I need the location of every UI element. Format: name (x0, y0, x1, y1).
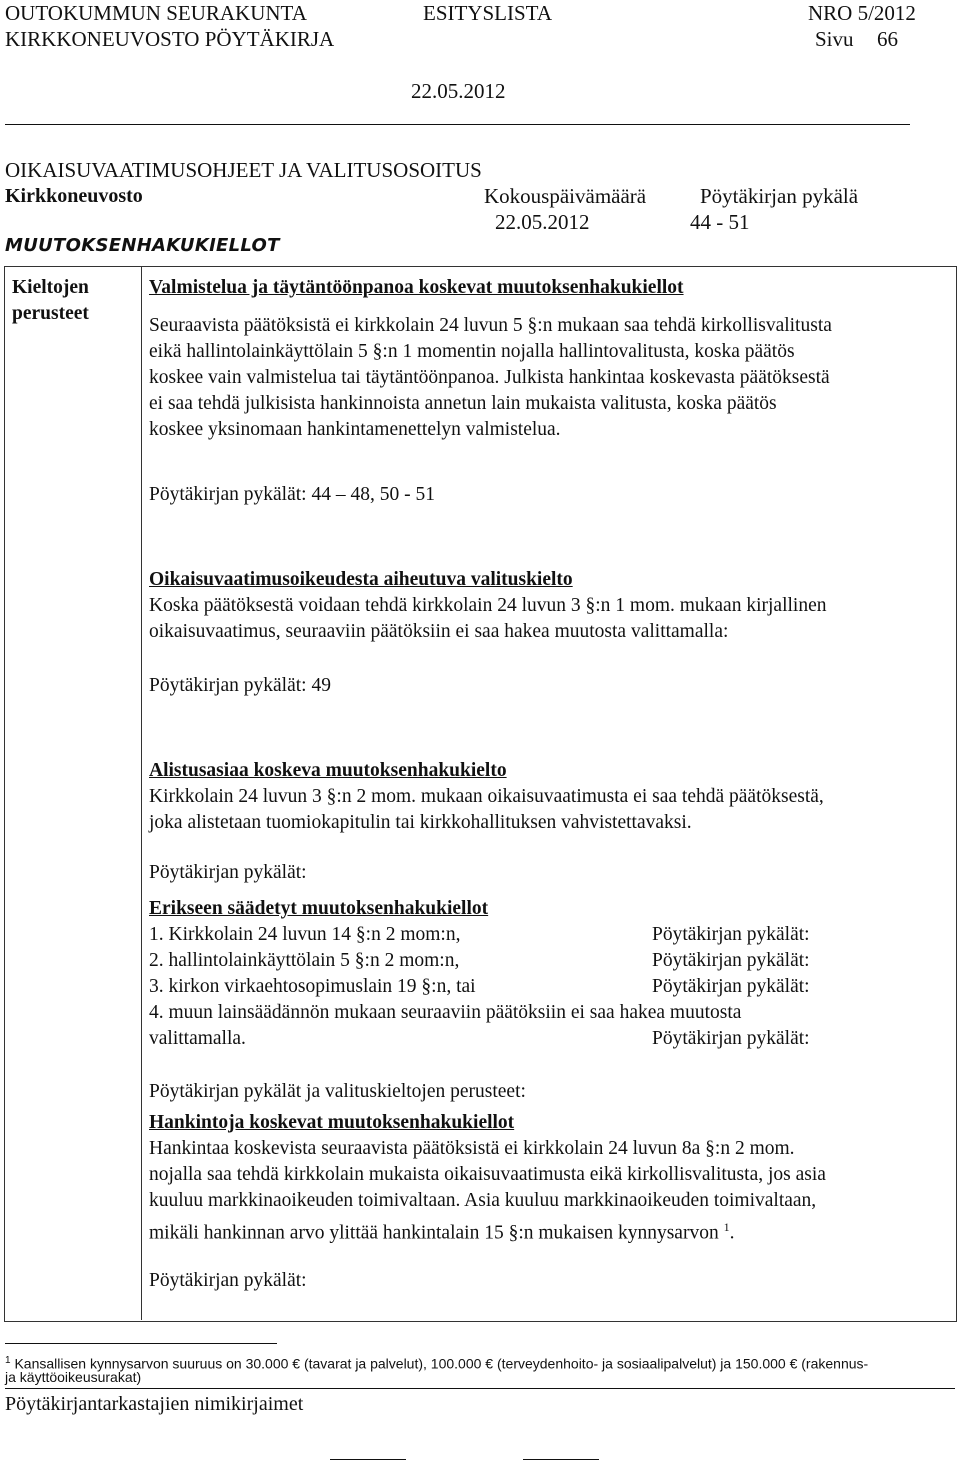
section-1-sections: Pöytäkirjan pykälät: 44 – 48, 50 - 51 (149, 484, 435, 505)
section-4-item-sections: Pöytäkirjan pykälät: (652, 1028, 810, 1049)
footnote-line-2: ja käyttöoikeusurakat) (5, 1369, 142, 1385)
section-4-grounds: Pöytäkirjan pykälät ja valituskieltojen perusteet: (149, 1081, 526, 1102)
footnote-rule (5, 1343, 277, 1344)
section-range: 44 - 51 (690, 210, 750, 234)
signature-line-2 (523, 1459, 599, 1460)
left-label-1: Kieltojen (12, 277, 89, 298)
section-1-line: eikä hallintolainkäyttölain 5 §:n 1 momentin nojalla hallintovalitusta, koska päätös (149, 341, 795, 362)
section-5-sections: Pöytäkirjan pykälät: (149, 1270, 307, 1291)
doc-number: NRO 5/2012 (808, 1, 916, 25)
section-3-line: Kirkkolain 24 luvun 3 §:n 2 mom. mukaan oikaisuvaatimusta ei saa tehdä päätöksestä, (149, 786, 824, 807)
section-2-line: oikaisuvaatimus, seuraaviin päätöksiin ei saa hakea muutosta valittamalla: (149, 621, 729, 642)
footnote-text: Kansallisen kynnysarvon suuruus on 30.000 € (tavarat ja palvelut), 100.000 € (terveydenhoito- ja sosiaalipalvelut) ja 150.000 € (rakennus- (14, 1355, 869, 1372)
section-4-item-sections: Pöytäkirjan pykälät: (652, 924, 810, 945)
section-2-line: Koska päätöksestä voidaan tehdä kirkkolain 24 luvun 3 §:n 1 mom. mukaan kirjallinen (149, 595, 827, 616)
section-4-title: Erikseen säädetyt muutoksenhakukiellot (149, 898, 489, 919)
section-4-item: 3. kirkon virkaehtosopimuslain 19 §:n, tai (149, 976, 476, 997)
section-3-title: Alistusasiaa koskeva muutoksenhakukielto (149, 760, 507, 781)
section-4-item-sections: Pöytäkirjan pykälät: (652, 950, 810, 971)
section-2-sections: Pöytäkirjan pykälät: 49 (149, 675, 331, 696)
section-3-sections: Pöytäkirjan pykälät: (149, 862, 307, 883)
section-1-line: ei saa tehdä julkisista hankinnoista annetun lain mukaista valitusta, koska päätös (149, 393, 777, 414)
section-5-last-text: mikäli hankinnan arvo ylittää hankintalain 15 §:n mukaisen kynnysarvon (149, 1222, 719, 1244)
restrictions-title: MUUTOKSENHAKUKIELLOT (5, 235, 280, 256)
signatures-label: Pöytäkirjantarkastajien nimikirjaimet (5, 1393, 304, 1415)
header-rule (5, 124, 910, 125)
footer-rule (5, 1388, 955, 1389)
section-1-line: Seuraavista päätöksistä ei kirkkolain 24 luvun 5 §:n mukaan saa tehdä kirkollisvalitusta (149, 315, 832, 336)
footnote-ref: 1 (723, 1220, 730, 1234)
section-2-title: Oikaisuvaatimusoikeudesta aiheutuva valituskielto (149, 569, 573, 590)
section-3-line: joka alistetaan tuomiokapitulin tai kirkkohallituksen vahvistettavaksi. (149, 812, 692, 833)
section-4-item: 4. muun lainsäädännön mukaan seuraaviin päätöksiin ei saa hakea muutosta (149, 1002, 742, 1023)
footnote-marker: 1 (5, 1355, 11, 1366)
section-5-line: nojalla saa tehdä kirkkolain mukaista oikaisuvaatimusta eikä kirkollisvalitusta, jos asia (149, 1164, 826, 1185)
doc-type: ESITYSLISTA (423, 1, 552, 25)
org-name: OUTOKUMMUN SEURAKUNTA (5, 1, 307, 25)
section-5-line: kuuluu markkinaoikeuden toimivaltaan. Asia kuuluu markkinaoikeuden toimivaltaan, (149, 1190, 817, 1211)
section-1-line: koskee yksinomaan hankintamenettelyn valmistelua. (149, 419, 561, 440)
appeal-title: OIKAISUVAATIMUSOHJEET JA VALITUSOSOITUS (5, 158, 482, 182)
column-divider (141, 266, 142, 1320)
section-4-item: 2. hallintolainkäyttölain 5 §:n 2 mom:n, (149, 950, 460, 971)
page-number: 66 (877, 27, 898, 51)
section-5-line: Hankintaa koskevista seuraavista päätöksistä ei kirkkolain 24 luvun 8a §:n 2 mom. (149, 1138, 795, 1159)
section-5-title: Hankintoja koskevat muutoksenhakukiellot (149, 1112, 515, 1133)
section-1-line: koskee vain valmistelua tai täytäntöönpanoa. Julkista hankintaa koskevasta päätöksestä (149, 367, 830, 388)
left-label-2: perusteet (12, 303, 89, 324)
signature-line-1 (330, 1459, 406, 1460)
page-label: Sivu (815, 27, 854, 51)
header-date: 22.05.2012 (411, 79, 506, 103)
section-4-item-cont: valittamalla. (149, 1028, 246, 1049)
section-4-item: 1. Kirkkolain 24 luvun 14 §:n 2 mom:n, (149, 924, 461, 945)
body-label: Kirkkoneuvosto (5, 185, 143, 207)
meeting-date-label: Kokouspäivämäärä (484, 184, 647, 208)
section-4-item-sections: Pöytäkirjan pykälät: (652, 976, 810, 997)
minutes-title: KIRKKONEUVOSTO PÖYTÄKIRJA (5, 27, 335, 51)
section-5-last-end: . (729, 1222, 735, 1244)
section-label: Pöytäkirjan pykälä (700, 184, 859, 208)
meeting-date: 22.05.2012 (495, 210, 590, 234)
section-5-last-line (149, 1214, 734, 1247)
section-1-title: Valmistelua ja täytäntöönpanoa koskevat muutoksenhakukiellot (149, 277, 684, 298)
